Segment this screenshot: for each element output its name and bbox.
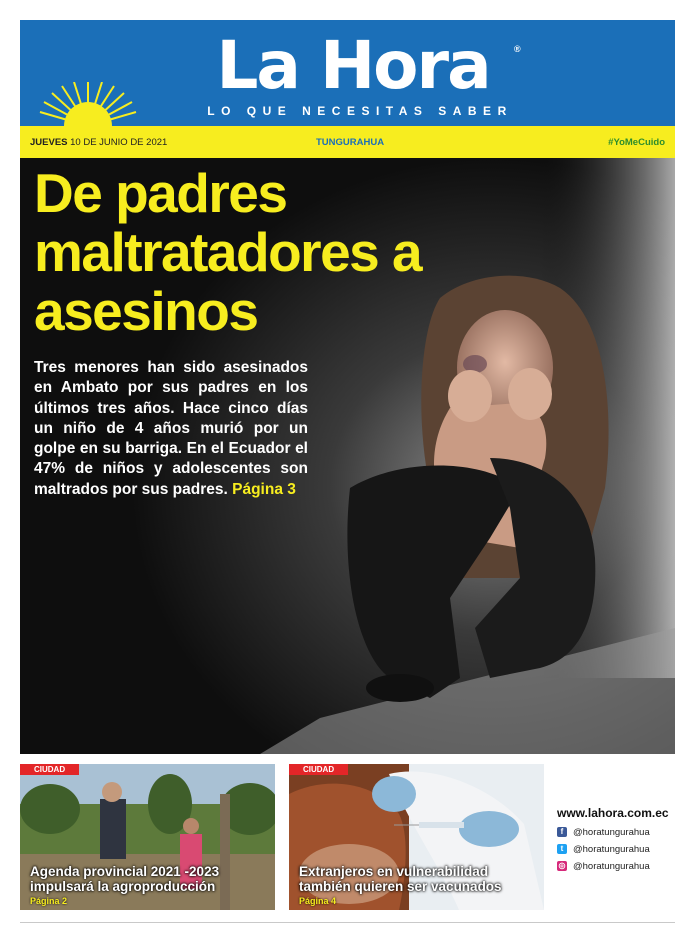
registered-mark: ® — [514, 44, 521, 54]
page-reference[interactable]: Página 3 — [232, 480, 296, 498]
twitter-handle[interactable] — [557, 844, 650, 858]
divider — [20, 922, 675, 923]
date-bar — [20, 126, 675, 158]
twitter-icon: t — [557, 844, 567, 854]
hero-story[interactable] — [20, 158, 675, 754]
page-reference[interactable]: Página 2 — [30, 896, 68, 906]
section-badge: CIUDAD — [289, 764, 348, 775]
logo[interactable]: La Hora — [216, 27, 490, 104]
weekday: JUEVES — [30, 137, 68, 148]
date: 10 DE JUNIO DE 2021 — [70, 137, 168, 148]
section-badge: CIUDAD — [20, 764, 79, 775]
story-title[interactable]: Extranjeros en vulnerabilidad también quieren ser vacunados — [299, 864, 502, 894]
summary-text: Tres menores han sido asesinados en Ambato por sus padres en los últimos tres años. Hace cinco días un niño de 4 años murió por un golpe en su barriga. En el Ecuador el 47% de niños y adolescentes son maltrados por sus padres. — [34, 359, 308, 498]
sun-logo-icon — [28, 82, 138, 126]
facebook-text: @horatungurahua — [573, 827, 650, 838]
tagline: LO QUE NECESITAS SABER — [207, 104, 513, 118]
instagram-text: @horatungurahua — [573, 861, 650, 872]
issue-date — [30, 137, 167, 148]
story-card-vacunacion[interactable] — [289, 764, 544, 910]
facebook-icon: f — [557, 827, 567, 837]
facebook-handle[interactable] — [557, 827, 650, 841]
story-card-agenda[interactable] — [20, 764, 275, 910]
instagram-handle[interactable] — [557, 861, 650, 875]
twitter-text: @horatungurahua — [573, 844, 650, 855]
story-title[interactable]: Agenda provincial 2021 -2023 impulsará la agroproducción — [30, 864, 220, 894]
instagram-icon: ◎ — [558, 861, 566, 871]
website-link[interactable]: www.lahora.com.ec — [557, 806, 669, 820]
hashtag[interactable]: #YoMeCuido — [608, 137, 665, 148]
story-summary — [34, 358, 308, 500]
masthead — [20, 20, 675, 126]
page-reference[interactable]: Página 4 — [299, 896, 337, 906]
edition-section: TUNGURAHUA — [316, 137, 385, 148]
headline[interactable]: De padres maltratadores a asesinos — [34, 162, 422, 342]
